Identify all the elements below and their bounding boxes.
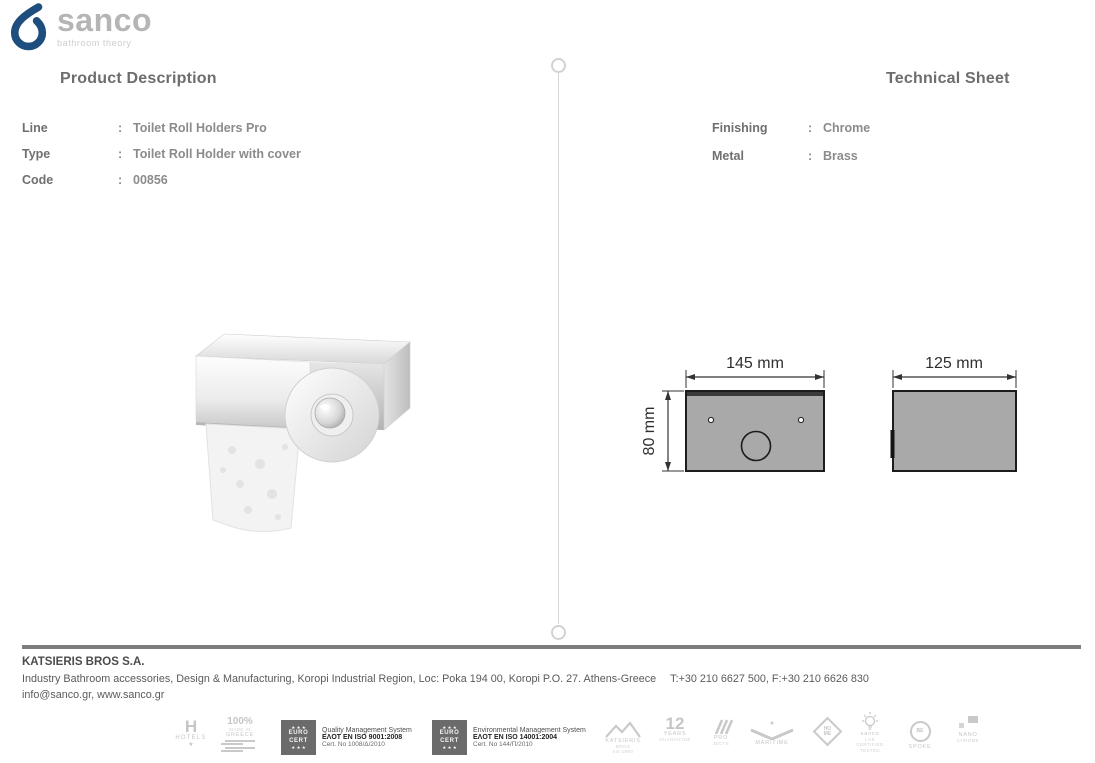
hotels-icon: H (184, 717, 198, 736)
iso14001-standard: EΛOT EN ISO 14001:2004 (473, 734, 558, 741)
company-name: KATSIERIS BROS S.A. (22, 656, 145, 668)
phone-numbers: T:+30 210 6627 500, F:+30 210 6626 830 (670, 673, 869, 685)
maritime-label: MARITIME (755, 740, 789, 746)
badge-iso9001 (281, 720, 412, 755)
katsieris-line3: est 1980 (612, 749, 634, 755)
sanco-drop-icon (10, 3, 48, 51)
front-width-dimension: 145 mm (726, 355, 784, 372)
badge-maritime (744, 721, 800, 746)
lab-line3: CERTIFIED (856, 742, 884, 748)
eurocert-stars-top: ★ ★ ★ (291, 724, 306, 730)
lab-line1: sanco (860, 731, 880, 737)
badge-made-in-greece (217, 717, 263, 752)
address-text: Industry Bathroom accessories, Design & Manufacturing, Koropi Industrial Region, Loc: Poka 194 00, Koropi P.O. 27. Athens-Greece (22, 673, 657, 685)
field-finishing-colon: : (808, 121, 813, 135)
projects-line2: JECTS (712, 741, 730, 747)
contact-links: info@sanco.gr, www.sanco.gr (22, 689, 165, 701)
mountains-icon (603, 721, 643, 738)
greek-flag-icon (217, 740, 263, 753)
badge-hotels (172, 719, 210, 749)
brand-tagline: bathroom theory (57, 38, 132, 48)
eurocert-stars-bottom: ★ ★ ★ (442, 744, 457, 750)
field-code-value: 00856 (133, 173, 168, 187)
katsieris-line2: BROS (615, 744, 631, 750)
brand-name: sanco (57, 2, 152, 38)
front-height-dimension: 80 mm (641, 406, 658, 456)
technical-drawing (618, 340, 1090, 490)
footer-divider-bar (22, 645, 1081, 649)
field-finishing-label: Finishing (712, 121, 768, 135)
eurocert-name-2: CERT (440, 737, 459, 744)
divider-dot-bottom (551, 625, 566, 640)
vertical-divider (558, 73, 559, 624)
nano-squares-icon (958, 716, 978, 730)
field-type-colon: : (118, 147, 123, 161)
iso9001-cert-no: Cert. No 1008/Δ/2010 (322, 741, 385, 748)
logo (10, 3, 152, 51)
field-metal-value: Brass (823, 149, 858, 163)
field-code (22, 173, 301, 188)
field-metal-label: Metal (712, 149, 744, 163)
badge-home (808, 717, 846, 744)
product-photo-toilet-roll-holder (160, 312, 442, 550)
technical-sheet-title: Technical Sheet (886, 70, 1010, 87)
iso14001-text (473, 727, 586, 748)
field-type (22, 147, 301, 162)
field-line-value: Toilet Roll Holders Pro (133, 121, 267, 135)
slashes-icon (708, 719, 734, 735)
product-description-title: Product Description (60, 70, 217, 87)
field-line (22, 121, 301, 136)
eurocert-icon (432, 720, 467, 755)
hotels-label: HOTELS (175, 735, 207, 741)
years-guarantee: GUARANTEE (659, 737, 691, 743)
home-diamond-icon (812, 717, 842, 747)
iso9001-standard: EΛOT EN ISO 9001:2008 (322, 734, 403, 741)
years-number: 12 (665, 714, 685, 733)
bespoke-label: SPOKE (908, 744, 932, 750)
iso14001-cert-no: Cert. No 144/Π/2010 (473, 741, 533, 748)
greece-country: GREECE (225, 732, 255, 739)
home-text (823, 727, 831, 737)
field-code-colon: : (118, 173, 123, 187)
field-finishing-value: Chrome (823, 121, 871, 135)
field-code-label: Code (22, 173, 54, 187)
company-address (22, 673, 869, 685)
field-type-label: Type (22, 147, 51, 161)
field-metal-colon: : (808, 149, 813, 163)
nano-line2: CHROME (956, 738, 980, 744)
eurocert-stars-top: ★ ★ ★ (442, 724, 457, 730)
lab-line4: TESTED (859, 747, 881, 753)
bespoke-inner: BE (916, 727, 924, 734)
nano-line1: NANO (958, 732, 978, 738)
eurocert-name-2: CERT (289, 737, 308, 744)
badge-iso14001 (432, 720, 586, 755)
field-line-colon: : (118, 121, 123, 135)
iso9001-text (322, 727, 412, 748)
badge-projects (702, 719, 740, 746)
field-metal (712, 149, 870, 164)
bespoke-circle-icon (910, 721, 931, 742)
iso14001-system: Environmental Management System (473, 727, 586, 734)
eurocert-stars-bottom: ★ ★ ★ (291, 744, 306, 750)
greece-percent: 100% (227, 716, 253, 727)
field-type-value: Toilet Roll Holder with cover (133, 147, 301, 161)
eurocert-name-1: EURO (439, 730, 460, 737)
hotels-star-icon: ★ (188, 741, 194, 748)
years-label: YEARS (663, 731, 687, 737)
wings-icon (747, 728, 797, 740)
home-line1: HO (823, 725, 831, 732)
technical-fields (712, 121, 870, 164)
greece-made-in: MADE IN (229, 727, 251, 732)
badge-12-years (657, 716, 693, 742)
side-width-dimension: 125 mm (925, 355, 983, 372)
eurocert-icon (281, 720, 316, 755)
home-line2: ME (823, 730, 831, 737)
badge-nano-chrome (941, 716, 995, 743)
katsieris-line1: KATSIERIS (605, 738, 641, 744)
field-finishing (712, 121, 870, 136)
projects-line1: PRO (713, 735, 729, 741)
product-fields (22, 121, 301, 188)
badge-katsieris-bros (596, 721, 650, 755)
lightbulb-icon (859, 711, 881, 731)
divider-dot-top (551, 58, 566, 73)
iso9001-system: Quality Management System (322, 727, 412, 734)
eurocert-name-1: EURO (288, 730, 309, 737)
badge-sanco-lab (848, 711, 892, 753)
lab-line2: LAB (865, 737, 875, 743)
badge-bespoke (901, 721, 939, 750)
field-line-label: Line (22, 121, 48, 135)
maritime-star-icon: ★ (769, 721, 775, 727)
